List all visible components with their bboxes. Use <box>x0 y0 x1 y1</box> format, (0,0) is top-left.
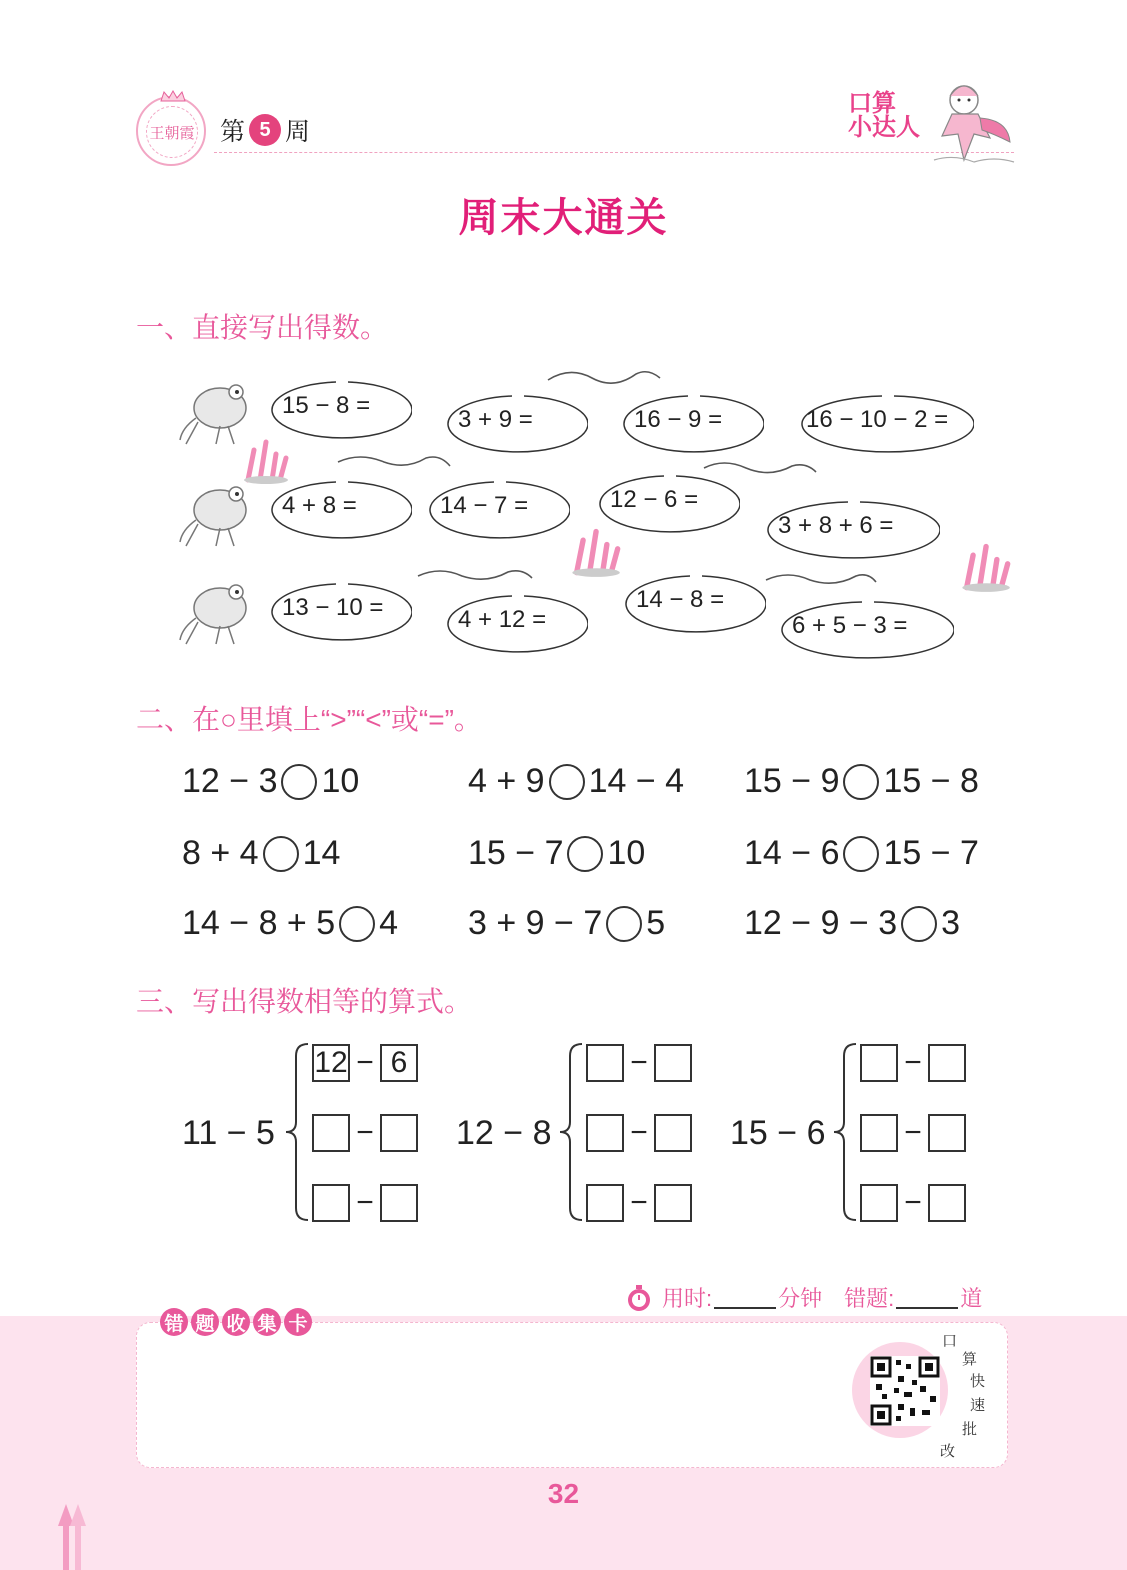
equation-row <box>312 1044 418 1082</box>
problem-text: 14 − 7 = <box>440 492 529 519</box>
page-number: 32 <box>547 1478 580 1509</box>
cmp-right: 14 <box>302 834 341 872</box>
problem-text: 6 + 5 − 3 = <box>792 612 908 639</box>
qr-caption-char: 口 <box>942 1333 958 1350</box>
card-title-char: 集 <box>253 1308 281 1336</box>
cmp-right: 14 − 4 <box>588 762 685 800</box>
qr-caption-char: 改 <box>940 1443 956 1460</box>
minus-sign: − <box>630 1186 648 1219</box>
time-label: 用时: <box>662 1286 713 1311</box>
time-blank[interactable] <box>714 1287 776 1309</box>
equation-row <box>312 1184 418 1222</box>
equation-row <box>586 1114 692 1152</box>
cmp-left: 15 − 9 <box>744 762 840 800</box>
time-unit: 分钟 <box>778 1286 823 1311</box>
answer-circle[interactable] <box>281 764 317 800</box>
comparison-item <box>182 834 340 873</box>
answer-box[interactable] <box>654 1044 692 1082</box>
lily-pad-problem <box>266 378 412 440</box>
cmp-left: 12 − 3 <box>182 762 278 800</box>
cmp-left: 14 − 8 + 5 <box>182 904 336 942</box>
answer-box[interactable] <box>312 1184 350 1222</box>
cmp-left: 15 − 7 <box>468 834 564 872</box>
comparison-item <box>468 834 645 873</box>
lily-pad-problem <box>618 392 764 454</box>
section-1-heading: 一、直接写出得数。 <box>136 312 389 343</box>
answer-box[interactable] <box>654 1184 692 1222</box>
lily-pad-problem <box>762 498 940 560</box>
card-title <box>160 1308 312 1336</box>
brand-line-2: 小达人 <box>848 114 920 141</box>
cmp-right: 4 <box>379 904 399 942</box>
card-title-char: 题 <box>191 1308 219 1336</box>
arrow-up-icon <box>54 1500 90 1570</box>
answer-circle[interactable] <box>567 836 603 872</box>
comparison-item <box>744 762 979 801</box>
minus-sign: − <box>904 1116 922 1149</box>
problem-text: 12 − 6 = <box>610 486 699 513</box>
answer-box[interactable] <box>586 1184 624 1222</box>
week-number-badge: 5 <box>249 114 281 146</box>
problem-text: 16 − 10 − 2 = <box>806 406 949 433</box>
equation-row <box>586 1184 692 1222</box>
answer-box[interactable] <box>380 1114 418 1152</box>
comparison-item <box>744 904 960 943</box>
problem-text: 4 + 12 = <box>458 606 547 633</box>
answer-box[interactable] <box>860 1044 898 1082</box>
minus-sign: − <box>904 1186 922 1219</box>
lily-pad-problem <box>796 392 974 454</box>
equation-row <box>586 1044 692 1082</box>
problem-text: 16 − 9 = <box>634 406 723 433</box>
minus-sign: − <box>904 1046 922 1079</box>
problem-text: 13 − 10 = <box>282 594 384 621</box>
answer-box[interactable] <box>312 1114 350 1152</box>
frog-icon <box>176 578 254 648</box>
answer-box[interactable] <box>860 1184 898 1222</box>
lily-pad-problem <box>442 592 588 654</box>
answer-circle[interactable] <box>263 836 299 872</box>
qr-caption-char: 算 <box>962 1351 978 1368</box>
answer-box[interactable]: 12 <box>312 1044 350 1082</box>
minus-sign: − <box>630 1116 648 1149</box>
qr-caption-char: 快 <box>970 1373 986 1390</box>
problem-text: 15 − 8 = <box>282 392 371 419</box>
cmp-right: 15 − 7 <box>883 834 979 872</box>
answer-circle[interactable] <box>549 764 585 800</box>
qr-caption-char: 速 <box>970 1397 986 1414</box>
answer-box[interactable] <box>586 1114 624 1152</box>
cmp-left: 8 + 4 <box>182 834 259 872</box>
answer-circle[interactable] <box>606 906 642 942</box>
comparison-item <box>468 762 684 801</box>
answer-box[interactable]: 6 <box>380 1044 418 1082</box>
answer-box[interactable] <box>860 1114 898 1152</box>
cmp-left: 4 + 9 <box>468 762 545 800</box>
cmp-right: 10 <box>607 834 646 872</box>
target-expression: 15 − 6 <box>730 1114 826 1152</box>
qr-caption-char: 批 <box>962 1421 978 1438</box>
answer-circle[interactable] <box>901 906 937 942</box>
card-title-char: 卡 <box>284 1308 312 1336</box>
cmp-left: 12 − 9 − 3 <box>744 904 898 942</box>
comparison-item <box>182 904 398 943</box>
minus-sign: − <box>356 1116 374 1149</box>
error-label: 错题: <box>844 1286 895 1311</box>
answer-box[interactable] <box>380 1184 418 1222</box>
brace-icon <box>832 1042 862 1222</box>
stopwatch-icon <box>624 1283 654 1313</box>
minus-sign: − <box>630 1046 648 1079</box>
equation-row <box>860 1044 966 1082</box>
coral-icon <box>240 436 290 484</box>
cmp-left: 14 − 6 <box>744 834 840 872</box>
coral-icon <box>958 538 1012 594</box>
cmp-right: 15 − 8 <box>883 762 979 800</box>
answer-box[interactable] <box>654 1114 692 1152</box>
time-record <box>624 1282 982 1313</box>
frog-icon <box>176 480 254 550</box>
lily-pad-problem <box>266 478 412 540</box>
answer-circle[interactable] <box>843 836 879 872</box>
lily-pad-problem <box>442 392 588 454</box>
lily-pad-problem <box>620 572 766 634</box>
lily-pad-problem <box>424 478 570 540</box>
week-suffix: 周 <box>285 118 311 146</box>
cmp-right: 10 <box>321 762 360 800</box>
minus-sign: − <box>356 1046 374 1079</box>
comparison-item <box>468 904 665 943</box>
cmp-left: 3 + 9 − 7 <box>468 904 603 942</box>
answer-box[interactable] <box>928 1184 966 1222</box>
problem-text: 3 + 9 = <box>458 406 533 433</box>
comparison-item <box>744 834 979 873</box>
equation-row <box>312 1114 418 1152</box>
minus-sign: − <box>356 1186 374 1219</box>
target-expression: 11 − 5 <box>182 1114 275 1152</box>
card-title-char: 错 <box>160 1308 188 1336</box>
problem-text: 3 + 8 + 6 = <box>778 512 894 539</box>
card-title-char: 收 <box>222 1308 250 1336</box>
target-expression: 12 − 8 <box>456 1114 552 1152</box>
week-prefix: 第 <box>220 118 246 146</box>
page-title: 周末大通关 <box>458 196 669 240</box>
equation-row <box>860 1114 966 1152</box>
section-3-heading: 三、写出得数相等的算式。 <box>136 986 473 1017</box>
answer-box[interactable] <box>928 1044 966 1082</box>
answer-circle[interactable] <box>843 764 879 800</box>
brace-icon <box>284 1042 314 1222</box>
cmp-right: 3 <box>941 904 961 942</box>
problem-text: 14 − 8 = <box>636 586 725 613</box>
qr-code-icon[interactable] <box>870 1356 940 1426</box>
problem-text: 4 + 8 = <box>282 492 357 519</box>
answer-box[interactable] <box>928 1114 966 1152</box>
brace-icon <box>558 1042 588 1222</box>
answer-circle[interactable] <box>339 906 375 942</box>
lily-pad-problem <box>776 598 954 660</box>
comparison-item <box>182 762 359 801</box>
error-unit: 道 <box>960 1286 983 1311</box>
error-blank[interactable] <box>896 1287 958 1309</box>
logo-text: 王朝霞 <box>146 106 198 158</box>
answer-box[interactable] <box>586 1044 624 1082</box>
lily-pad-problem <box>594 472 740 534</box>
cmp-right: 5 <box>646 904 666 942</box>
section-2-heading: 二、在○里填上“>”“<”或“=”。 <box>136 704 482 735</box>
equation-row <box>860 1184 966 1222</box>
lily-pad-problem <box>266 580 412 642</box>
brand-line-1: 口算 <box>848 90 896 117</box>
